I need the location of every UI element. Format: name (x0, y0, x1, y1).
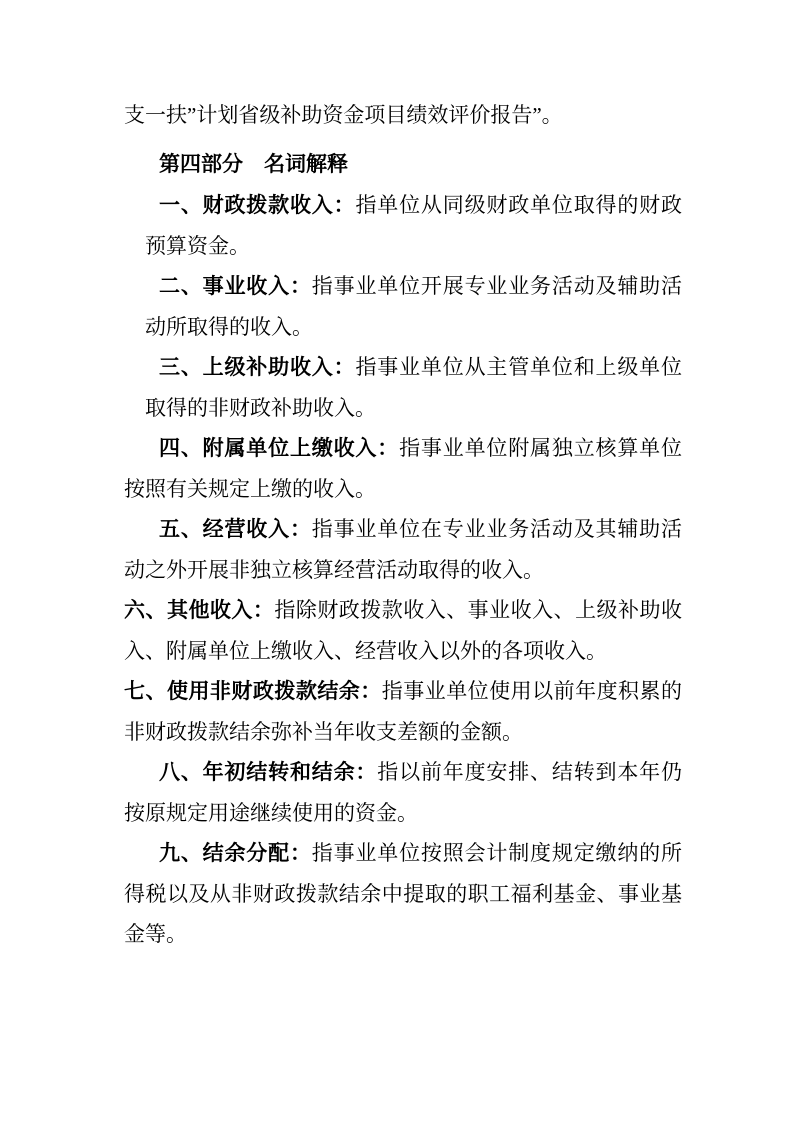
intro-paragraph: 支一扶”计划省级补助资金项目绩效评价报告”。 (124, 103, 563, 127)
term-definition: 指事业单位附属独立核算单位按照有关规定上缴的收入。 (124, 436, 683, 501)
term-item (124, 752, 682, 833)
term-label: 七、使用非财政拨款结余： (124, 680, 382, 703)
term-label: 五、经营收入： (159, 518, 312, 541)
term-item (124, 185, 682, 266)
term-item (124, 833, 682, 954)
term-definition: 指事业单位从主管单位和上级单位取得的非财政补助收入。 (145, 355, 683, 420)
term-item (124, 428, 682, 509)
term-definition: 指除财政拨款收入、事业收入、上级补助收入、附属单位上缴收入、经营收入以外的各项收入。 (124, 598, 682, 663)
term-item (124, 671, 682, 752)
term-item (124, 266, 682, 347)
page-content (124, 0, 682, 954)
term-definition: 指事业单位开展专业业务活动及辅助活动所取得的收入。 (145, 274, 683, 339)
term-label: 三、上级补助收入： (159, 356, 356, 379)
term-definition: 指单位从同级财政单位取得的财政预算资金。 (145, 193, 683, 258)
term-label: 四、附属单位上缴收入： (159, 437, 400, 460)
term-definition: 指事业单位使用以前年度积累的非财政拨款结余弥补当年收支差额的金额。 (124, 679, 683, 744)
term-item (124, 347, 682, 428)
term-label: 八、年初结转和结余： (159, 761, 378, 784)
term-item (124, 509, 682, 590)
term-label: 六、其他收入： (124, 599, 275, 622)
term-label: 九、结余分配： (159, 842, 312, 865)
term-definition: 指事业单位在专业业务活动及其辅助活动之外开展非独立核算经营活动取得的收入。 (124, 517, 683, 582)
term-definition: 指以前年度安排、结转到本年仍按原规定用途继续使用的资金。 (124, 760, 683, 825)
term-label: 二、事业收入： (159, 275, 312, 298)
term-definition: 指事业单位按照会计制度规定缴纳的所得税以及从非财政拨款结余中提取的职工福利基金、事业基金等。 (124, 841, 683, 946)
section-heading: 第四部分 名词解释 (159, 153, 348, 176)
term-item (124, 590, 682, 671)
term-label: 一、财政拨款收入： (159, 194, 356, 217)
